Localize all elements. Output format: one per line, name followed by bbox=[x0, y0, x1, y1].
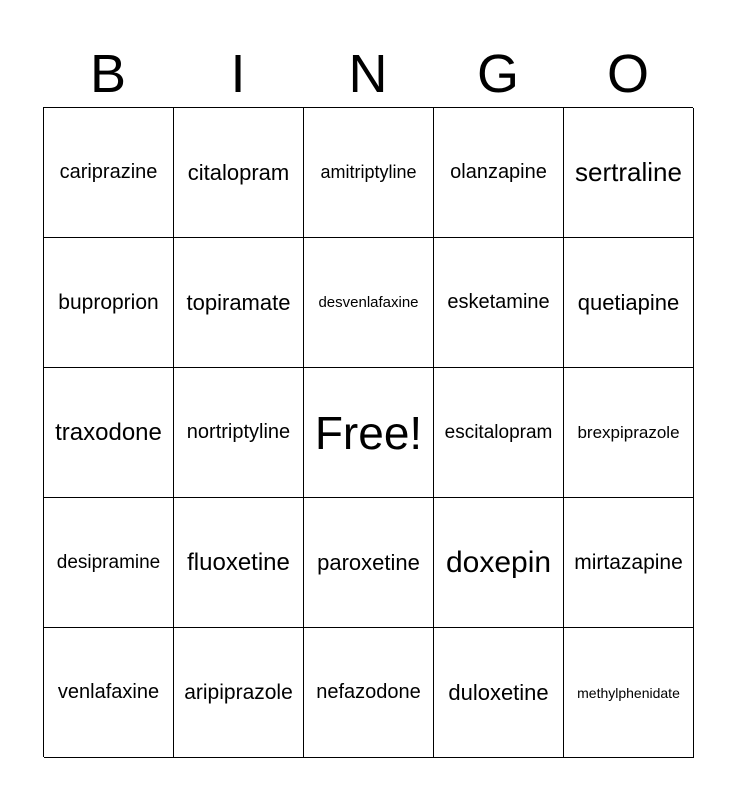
header-letter-n: N bbox=[348, 44, 388, 104]
bingo-cell: escitalopram bbox=[434, 368, 564, 498]
bingo-cell: aripiprazole bbox=[174, 628, 304, 758]
bingo-cell: sertraline bbox=[564, 108, 694, 238]
bingo-cell: traxodone bbox=[44, 368, 174, 498]
free-space-cell: Free! bbox=[304, 368, 434, 498]
bingo-cell: doxepin bbox=[434, 498, 564, 628]
bingo-header bbox=[43, 40, 693, 108]
header-letter-g: G bbox=[476, 44, 519, 104]
bingo-cell: quetiapine bbox=[564, 238, 694, 368]
bingo-cell: brexpiprazole bbox=[564, 368, 694, 498]
bingo-cell: amitriptyline bbox=[304, 108, 434, 238]
bingo-cell: buproprion bbox=[44, 238, 174, 368]
bingo-cell: cariprazine bbox=[44, 108, 174, 238]
header-letter-b: B bbox=[89, 44, 127, 104]
bingo-cell: fluoxetine bbox=[174, 498, 304, 628]
header-letter-o: O bbox=[606, 44, 649, 104]
bingo-cell: nefazodone bbox=[304, 628, 434, 758]
bingo-cell: desipramine bbox=[44, 498, 174, 628]
bingo-cell: olanzapine bbox=[434, 108, 564, 238]
bingo-cell: venlafaxine bbox=[44, 628, 174, 758]
bingo-cell: desvenlafaxine bbox=[304, 238, 434, 368]
bingo-cell: citalopram bbox=[174, 108, 304, 238]
bingo-cell: nortriptyline bbox=[174, 368, 304, 498]
header-letter-i: I bbox=[230, 44, 246, 104]
bingo-cell: duloxetine bbox=[434, 628, 564, 758]
bingo-card-grid bbox=[43, 107, 693, 757]
bingo-cell: mirtazapine bbox=[564, 498, 694, 628]
bingo-cell: esketamine bbox=[434, 238, 564, 368]
bingo-cell: topiramate bbox=[174, 238, 304, 368]
bingo-cell: paroxetine bbox=[304, 498, 434, 628]
bingo-cell: methylphenidate bbox=[564, 628, 694, 758]
